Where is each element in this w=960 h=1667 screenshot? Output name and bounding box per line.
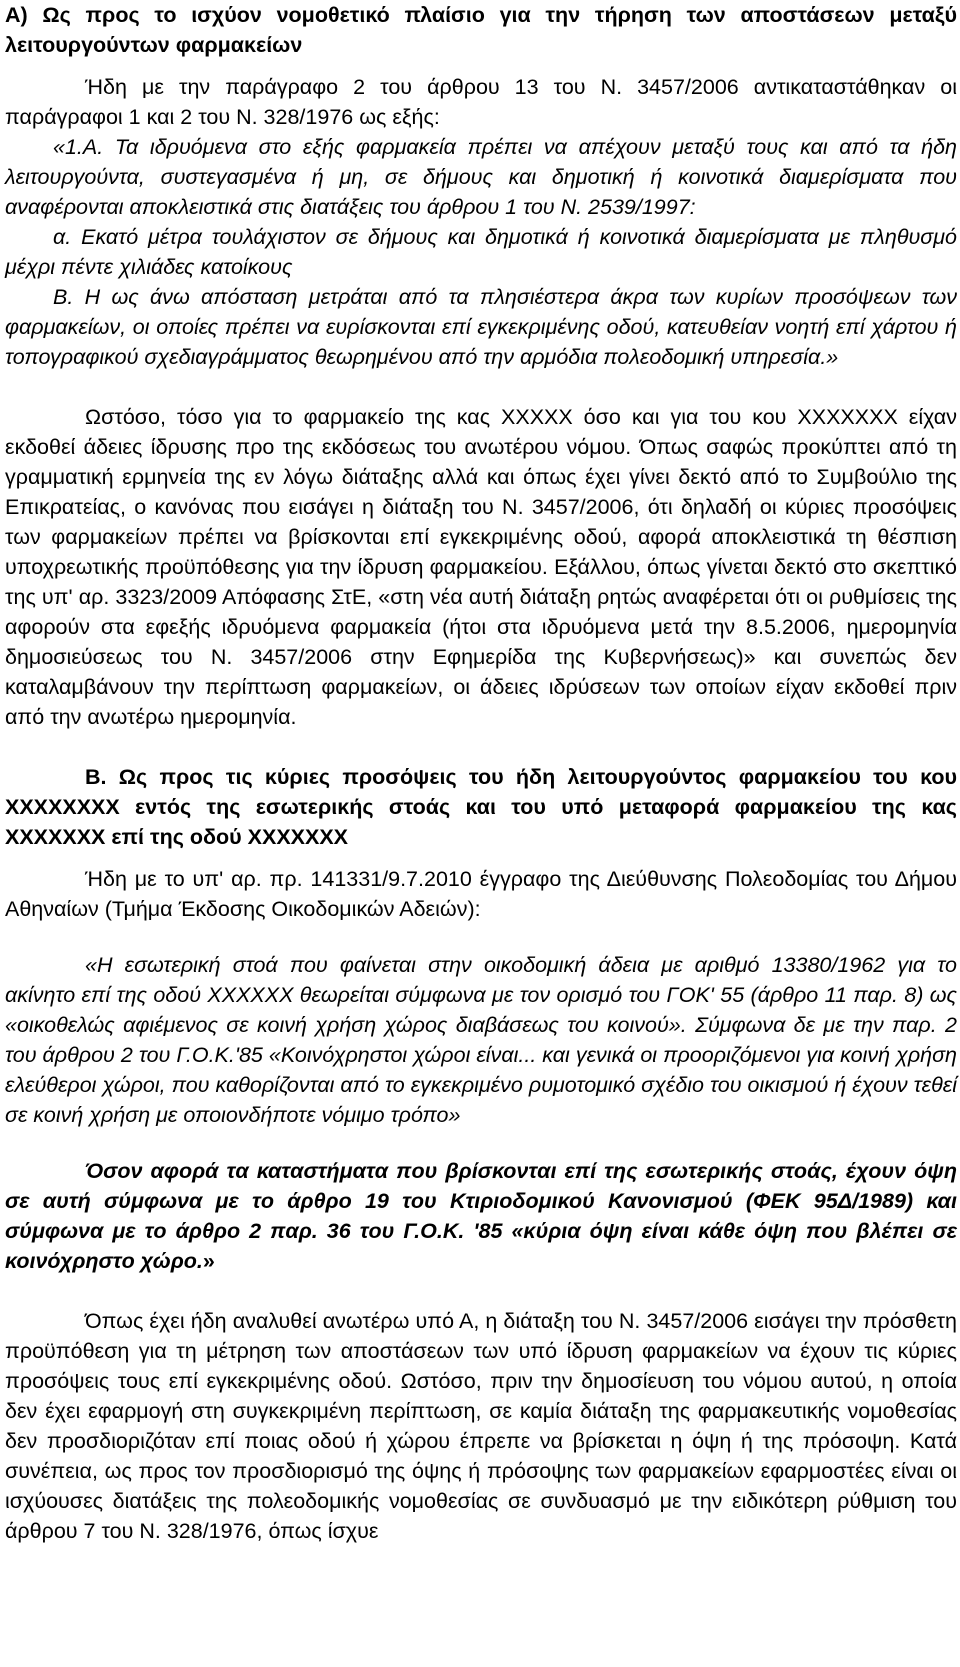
spacer [5,372,957,402]
section-b-paragraph: Όπως έχει ήδη αναλυθεί ανωτέρω υπό Α, η διάταξη του Ν. 3457/2006 εισάγει την πρόσθετη προϋπόθεση για τη μέτρηση των αποστάσεων των υπό ίδρυση φαρμακείων να έχουν τις κύριες προσόψεις τους επί εγκεκριμένης οδού. Ωστόσο, πριν την δημοσίευση του νόμου αυτού, η οποία δεν έχει εφαρμογή στη συγκεκριμένη περίπτωση, σε καμία διάταξη της φαρμακευτικής νομοθεσίας δεν προσδιοριζόταν επί ποιας οδού ή χώρου έπρεπε να βρίσκεται η όψη ή της πρόσοψη. Κατά συνέπεια, ως προς τον προσδιορισμό της όψης ή πρόσοψης των φαρμακείων εφαρμοστέες είναι οι ισχύουσες διατάξεις της πολεοδομικής νομοθεσίας σε συνδυασμό με την ειδικότερη ρύθμιση του άρθρου 7 του Ν. 328/1976, όπως ίσχυε [5,1309,957,1543]
spacer [5,60,957,72]
law-quote-alpha: α. Εκατό μέτρα τουλάχιστον σε δήμους και δημοτικά ή κοινοτικά διαμερίσματα με πληθυσμό μέχρι πέντε χιλιάδες κατοίκους [5,225,957,279]
municipality-quote: «Η εσωτερική στοά που φαίνεται στην οικοδομική άδεια με αριθμό 13380/1962 για το ακίνητο επί της οδού ΧΧΧΧΧΧ θεωρείται σύμφωνα με τον ορισμό του ΓΟΚ' 55 (άρθρο 11 παρ. 8) ως «οικοθελώς αφιέμενος σε κοινή χρήση χώρος διαβάσεως του κοινού». Σύμφωνα δε με την παρ. 2 του άρθρου 2 του Γ.Ο.Κ.'85 «Κοινόχρηστοι χώροι είναι... και γενικά οι προοριζόμενοι για κοινή χρήση ελεύθεροι χώροι, που καθορίζονται από το εγκεκριμένο ρυμοτομικό σχέδιο του οικισμού ή έχουν τεθεί σε κοινή χρήση με οποιονδήποτε νόμιμο τρόπο» [5,953,957,1127]
section-b-intro: Ήδη με το υπ' αρ. πρ. 141331/9.7.2010 έγγραφο της Διεύθυνσης Πολεοδομίας του Δήμου Αθηναίων (Τμήμα Έκδοσης Οικοδομικών Αδειών): [5,867,957,921]
law-quote-main: «1.Α. Τα ιδρυόμενα στο εξής φαρμακεία πρέπει να απέχουν μεταξύ τους και από τα ήδη λειτουργούντα, συστεγασμένα ή μη, σε δήμους και δημοτική ή κοινοτικά διαμερίσματα που αναφέρονται αποκλειστικά στις διατάξεις του άρθρου 1 του Ν. 2539/1997: [5,135,957,219]
spacer [5,732,957,762]
document-page [5,0,957,1546]
section-b-heading: Β. Ως προς τις κύριες προσόψεις του ήδη λειτουργούντος φαρμακείου του κου ΧΧΧΧΧΧΧΧ εντός της εσωτερικής στοάς και του υπό μεταφορά φαρμακείου της κας ΧΧΧΧΧΧΧ επί της οδού ΧΧΧΧΧΧΧ [5,765,957,849]
spacer [5,1130,957,1156]
spacer [5,852,957,864]
shops-emphasis-paragraph [5,1156,957,1276]
spacer [5,1276,957,1306]
shops-emphasis-close: » [202,1249,215,1273]
section-a-paragraph: Ωστόσο, τόσο για το φαρμακείο της κας ΧΧΧΧΧ όσο και για του κου ΧΧΧΧΧΧΧ είχαν εκδοθεί άδειες ίδρυσης προ της εκδόσεως του ανωτέρου νόμου. Όπως σαφώς προκύπτει από τη γραμματική ερμηνεία της εν λόγω διάταξης αλλά και όπως έχει γίνει δεκτό από το Συμβούλιο της Επικρατείας, ο κανόνας που εισάγει η διάταξη του Ν. 3457/2006, ότι δηλαδή οι κύριες προσόψεις των φαρμακείων πρέπει να βρίσκονται επί εγκεκριμένης οδού, αφορά αποκλειστικά τη θέσπιση υποχρεωτικής προϋπόθεσης για την ίδρυση φαρμακείου. Εξάλλου, όπως γίνεται δεκτό στο σκεπτικό της υπ' αρ. 3323/2009 Απόφασης ΣτΕ, «στη νέα αυτή διάταξη ρητώς αναφέρεται ότι οι ρυθμίσεις της αφορούν στα εφεξής ιδρυόμενα φαρμακεία (ήτοι στα ιδρυόμενα μετά την 8.5.2006, ημερομηνία δημοσιεύσεως του Ν. 3457/2006 στην Εφημερίδα της Κυβερνήσεως)» και συνεπώς δεν καταλαμβάνουν την περίπτωση φαρμακείων, οι άδειες ιδρύσεων των οποίων είχαν εκδοθεί πριν από την ανωτέρω ημερομηνία. [5,405,957,729]
spacer [5,924,957,950]
section-a-heading: Α) Ως προς το ισχύον νομοθετικό πλαίσιο για την τήρηση των αποστάσεων μεταξύ λειτουργούντων φαρμακείων [5,3,957,57]
law-quote-beta: Β. Η ως άνω απόσταση μετράται από τα πλησιέστερα άκρα των κυρίων προσόψεων των φαρμακείων, οι οποίες πρέπει να ευρίσκονται επί εγκεκριμένης οδού, κατευθείαν νοητή επί χάρτου ή τοπογραφικού σχεδιαγράμματος θεωρημένου από την αρμόδια πολεοδομική υπηρεσία.» [5,285,957,369]
shops-emphasis-text: Όσον αφορά τα καταστήματα που βρίσκονται επί της εσωτερικής στοάς, έχουν όψη σε αυτή σύμφωνα με το άρθρο 19 του Κτιριοδομικού Κανονισμού (ΦΕΚ 95Δ/1989) και σύμφωνα με το άρθρο 2 παρ. 36 του Γ.Ο.Κ. '85 «κύρια όψη είναι κάθε όψη που βλέπει σε κοινόχρηστο χώρο. [5,1159,957,1273]
section-a-intro: Ήδη με την παράγραφο 2 του άρθρου 13 του Ν. 3457/2006 αντικαταστάθηκαν οι παράγραφοι 1 και 2 του Ν. 328/1976 ως εξής: [5,75,957,129]
